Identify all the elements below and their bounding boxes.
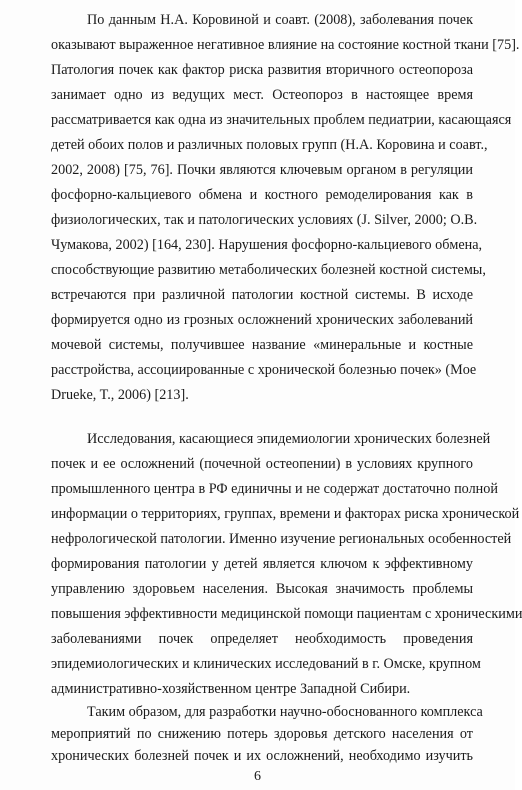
- text-line: промышленного центра в РФ единичны и не содержат достаточно полной: [51, 481, 498, 497]
- text-line: почек и ее осложнений (почечной остеопении) в условиях крупного: [51, 456, 473, 472]
- text-line: Таким образом, для разработки научно-обоснованного комплекса: [87, 704, 483, 720]
- text-line: формируется одно из грозных осложнений хронических заболеваний: [51, 312, 473, 328]
- text-line: управлению здоровьем населения. Высокая значимость проблемы: [51, 581, 473, 597]
- text-line: По данным Н.А. Коровиной и соавт. (2008), заболевания почек: [87, 12, 473, 28]
- text-line: фосфорно-кальциевого обмена и костного ремоделирования как в: [51, 187, 473, 203]
- text-line: оказывают выраженное негативное влияние на состояние костной ткани [75].: [51, 37, 520, 53]
- text-line: хронических болезней почек и их осложнений, необходимо изучить: [51, 748, 473, 764]
- text-line: информации о территориях, группах, времени и факторах риска хронической: [51, 506, 520, 522]
- text-line: рассматривается как одна из значительных проблем педиатрии, касающаяся: [51, 112, 512, 128]
- text-line: Исследования, касающиеся эпидемиологии хронических болезней: [87, 431, 491, 447]
- page-number: 6: [254, 769, 261, 784]
- text-line: способствующие развитию метаболических болезней костной системы,: [51, 262, 486, 278]
- text-line: 2002, 2008) [75, 76]. Почки являются ключевым органом в регуляции: [51, 162, 473, 178]
- text-line: Чумакова, 2002) [164, 230]. Нарушения фосфорно-кальциевого обмена,: [51, 237, 483, 253]
- text-line: расстройства, ассоциированные с хронической болезнью почек» (Moe: [51, 362, 477, 378]
- text-line: детей обоих полов и различных половых групп (Н.А. Коровина и соавт.,: [51, 137, 488, 153]
- text-line: заболеваниями почек определяет необходимость проведения: [51, 631, 473, 647]
- text-line: мероприятий по снижению потерь здоровья детского населения от: [51, 726, 473, 742]
- text-line: административно-хозяйственном центре Западной Сибири.: [51, 681, 411, 697]
- text-line: встречаются при различной патологии костной системы. В исходе: [51, 287, 473, 303]
- text-line: формирования патологии у детей является ключом к эффективному: [51, 556, 473, 572]
- text-line: физиологических, так и патологических условиях (J. Silver, 2000; О.В.: [51, 212, 478, 228]
- text-line: эпидемиологических и клинических исследований в г. Омске, крупном: [51, 656, 481, 672]
- text-line: занимает одно из ведущих мест. Остеопороз в настоящее время: [51, 87, 473, 103]
- text-line: мочевой системы, получившее название «минеральные и костные: [51, 337, 473, 353]
- text-line: нефрологической патологии. Именно изучение региональных особенностей: [51, 531, 512, 547]
- text-line: Патология почек как фактор риска развития вторичного остеопороза: [51, 62, 473, 78]
- text-line: Drueke, T., 2006) [213].: [51, 387, 189, 403]
- text-line: повышения эффективности медицинской помощи пациентам с хроническими: [51, 606, 522, 622]
